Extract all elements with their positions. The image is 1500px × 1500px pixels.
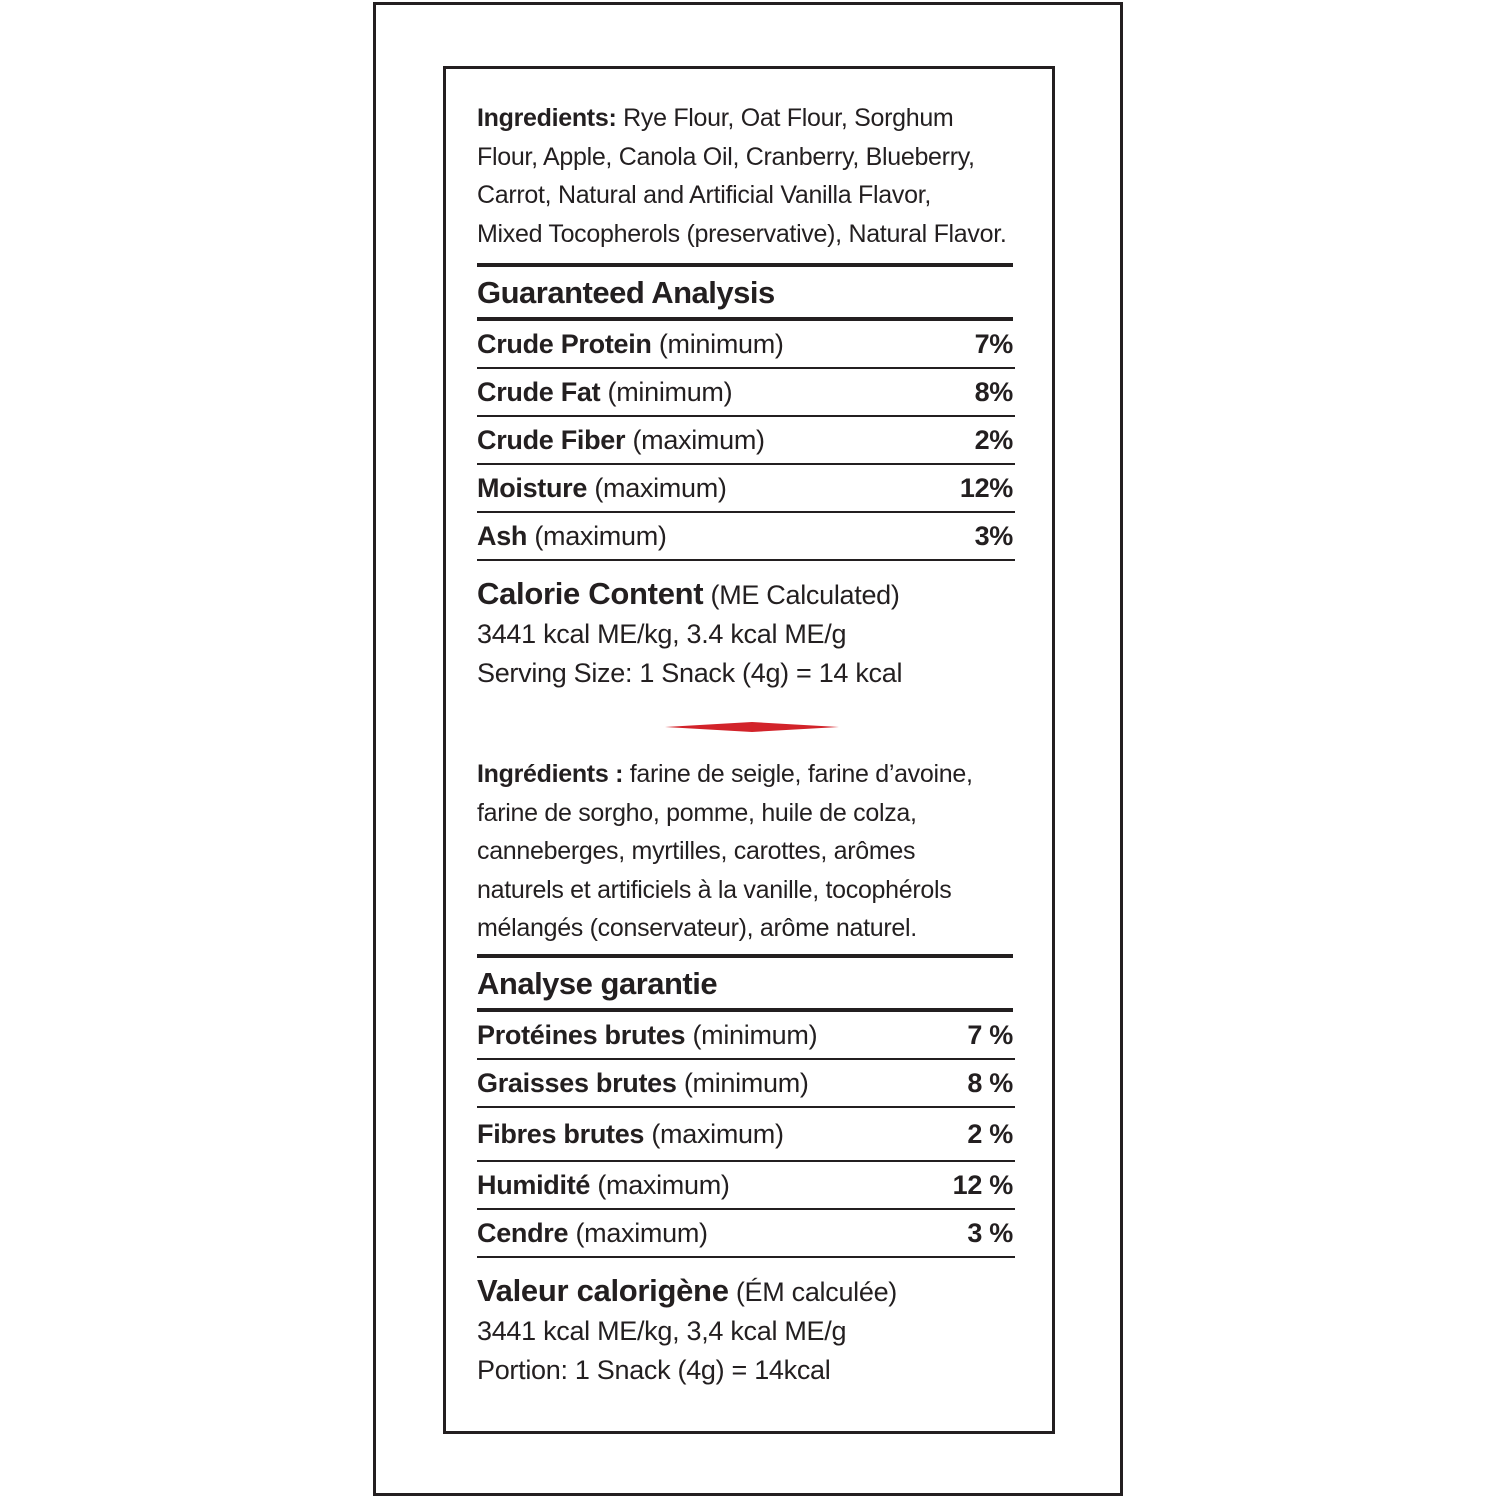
english-ingredients-line: Mixed Tocopherols (preservative), Natural Flavor. — [477, 219, 1007, 248]
analysis-row — [477, 415, 1015, 463]
analysis-row-qualifier: (maximum) — [597, 1169, 730, 1200]
analysis-row-name: Ash — [477, 520, 528, 551]
analysis-row-qualifier: (maximum) — [651, 1118, 784, 1149]
calorie-heading: Valeur calorigène — [477, 1273, 729, 1308]
analysis-row-value: 7% — [974, 328, 1013, 359]
analysis-row-value: 2% — [974, 424, 1013, 455]
analysis-row-qualifier: (minimum) — [683, 1067, 809, 1098]
english-ingredients-line: Flour, Apple, Canola Oil, Cranberry, Blueberry, — [477, 142, 975, 171]
analysis-row-qualifier: (maximum) — [632, 424, 765, 455]
analysis-row-value: 8 % — [967, 1067, 1013, 1098]
english-ingredients — [477, 99, 1015, 253]
analysis-row-value: 8% — [974, 376, 1013, 407]
analysis-row-value: 2 % — [967, 1118, 1013, 1149]
french-ingredients-line: naturels et artificiels à la vanille, tocophérols — [477, 875, 952, 904]
analysis-row-qualifier: (maximum) — [534, 520, 667, 551]
serving-size: Portion: 1 Snack (4g) = 14kcal — [477, 1355, 831, 1385]
french-ingredients-line: farine de seigle, farine d’avoine, — [629, 760, 973, 788]
analysis-row-name: Fibres brutes — [477, 1118, 645, 1149]
analysis-row-name: Crude Fat — [477, 376, 601, 407]
serving-size: Serving Size: 1 Snack (4g) = 14 kcal — [477, 658, 903, 688]
analysis-row-name: Crude Fiber — [477, 424, 626, 455]
calorie-heading: Calorie Content — [477, 576, 704, 611]
french-ingredients-line: mélangés (conservateur), arôme naturel. — [477, 914, 917, 942]
analysis-row — [477, 1208, 1015, 1256]
red-divider-ornament — [665, 722, 839, 732]
analysis-row-name: Graisses brutes — [477, 1067, 677, 1098]
analysis-row-qualifier: (minimum) — [692, 1019, 818, 1050]
analysis-row — [477, 511, 1015, 559]
french-ingredients-line: canneberges, myrtilles, carottes, arômes — [477, 837, 916, 865]
analysis-row-name: Protéines brutes — [477, 1019, 686, 1050]
english-section — [477, 99, 1015, 253]
analysis-row-qualifier: (minimum) — [658, 328, 784, 359]
english-ingredients-line: Carrot, Natural and Artificial Vanilla Flavor, — [477, 181, 931, 209]
analysis-row-name: Cendre — [477, 1217, 569, 1248]
english-ingredients-line: Rye Flour, Oat Flour, Sorghum — [623, 104, 954, 132]
calorie-qualifier: (ME Calculated) — [710, 580, 900, 610]
analysis-title: Analyse garantie — [477, 966, 718, 1001]
french-ingredients — [477, 755, 1015, 948]
analysis-row-name: Moisture — [477, 472, 588, 503]
analysis-bottom-rule — [477, 559, 1015, 561]
analysis-row — [477, 1160, 1015, 1208]
analysis-row — [477, 1012, 1015, 1058]
analysis-row-value: 7 % — [967, 1019, 1013, 1050]
english-calorie-content — [477, 574, 1015, 693]
analysis-row-name: Humidité — [477, 1169, 591, 1200]
analysis-row — [477, 1106, 1015, 1160]
analysis-row-value: 12 % — [952, 1169, 1013, 1200]
analysis-row — [477, 463, 1015, 511]
analysis-row-name: Crude Protein — [477, 328, 652, 359]
analysis-row-value: 3 % — [967, 1217, 1013, 1248]
french-analysis — [477, 954, 1015, 1258]
analysis-row — [477, 367, 1015, 415]
french-section — [477, 755, 1015, 948]
analysis-title: Guaranteed Analysis — [477, 275, 775, 310]
calorie-qualifier: (ÉM calculée) — [735, 1277, 897, 1307]
english-analysis — [477, 263, 1015, 561]
calorie-values: 3441 kcal ME/kg, 3,4 kcal ME/g — [477, 1316, 847, 1346]
french-ingredients-line: farine de sorgho, pomme, huile de colza, — [477, 798, 917, 827]
calorie-values: 3441 kcal ME/kg, 3.4 kcal ME/g — [477, 619, 847, 649]
analysis-row-value: 3% — [974, 520, 1013, 551]
french-ingredients-label: Ingrédients : — [477, 760, 624, 788]
analysis-row — [477, 1058, 1015, 1106]
analysis-row-qualifier: (maximum) — [575, 1217, 708, 1248]
analysis-row-qualifier: (minimum) — [607, 376, 733, 407]
french-calorie-content — [477, 1271, 1015, 1390]
analysis-row-qualifier: (maximum) — [594, 472, 727, 503]
analysis-row — [477, 321, 1015, 367]
analysis-bottom-rule — [477, 1256, 1015, 1258]
english-ingredients-label: Ingredients: — [477, 104, 617, 132]
analysis-row-value: 12% — [959, 472, 1013, 503]
